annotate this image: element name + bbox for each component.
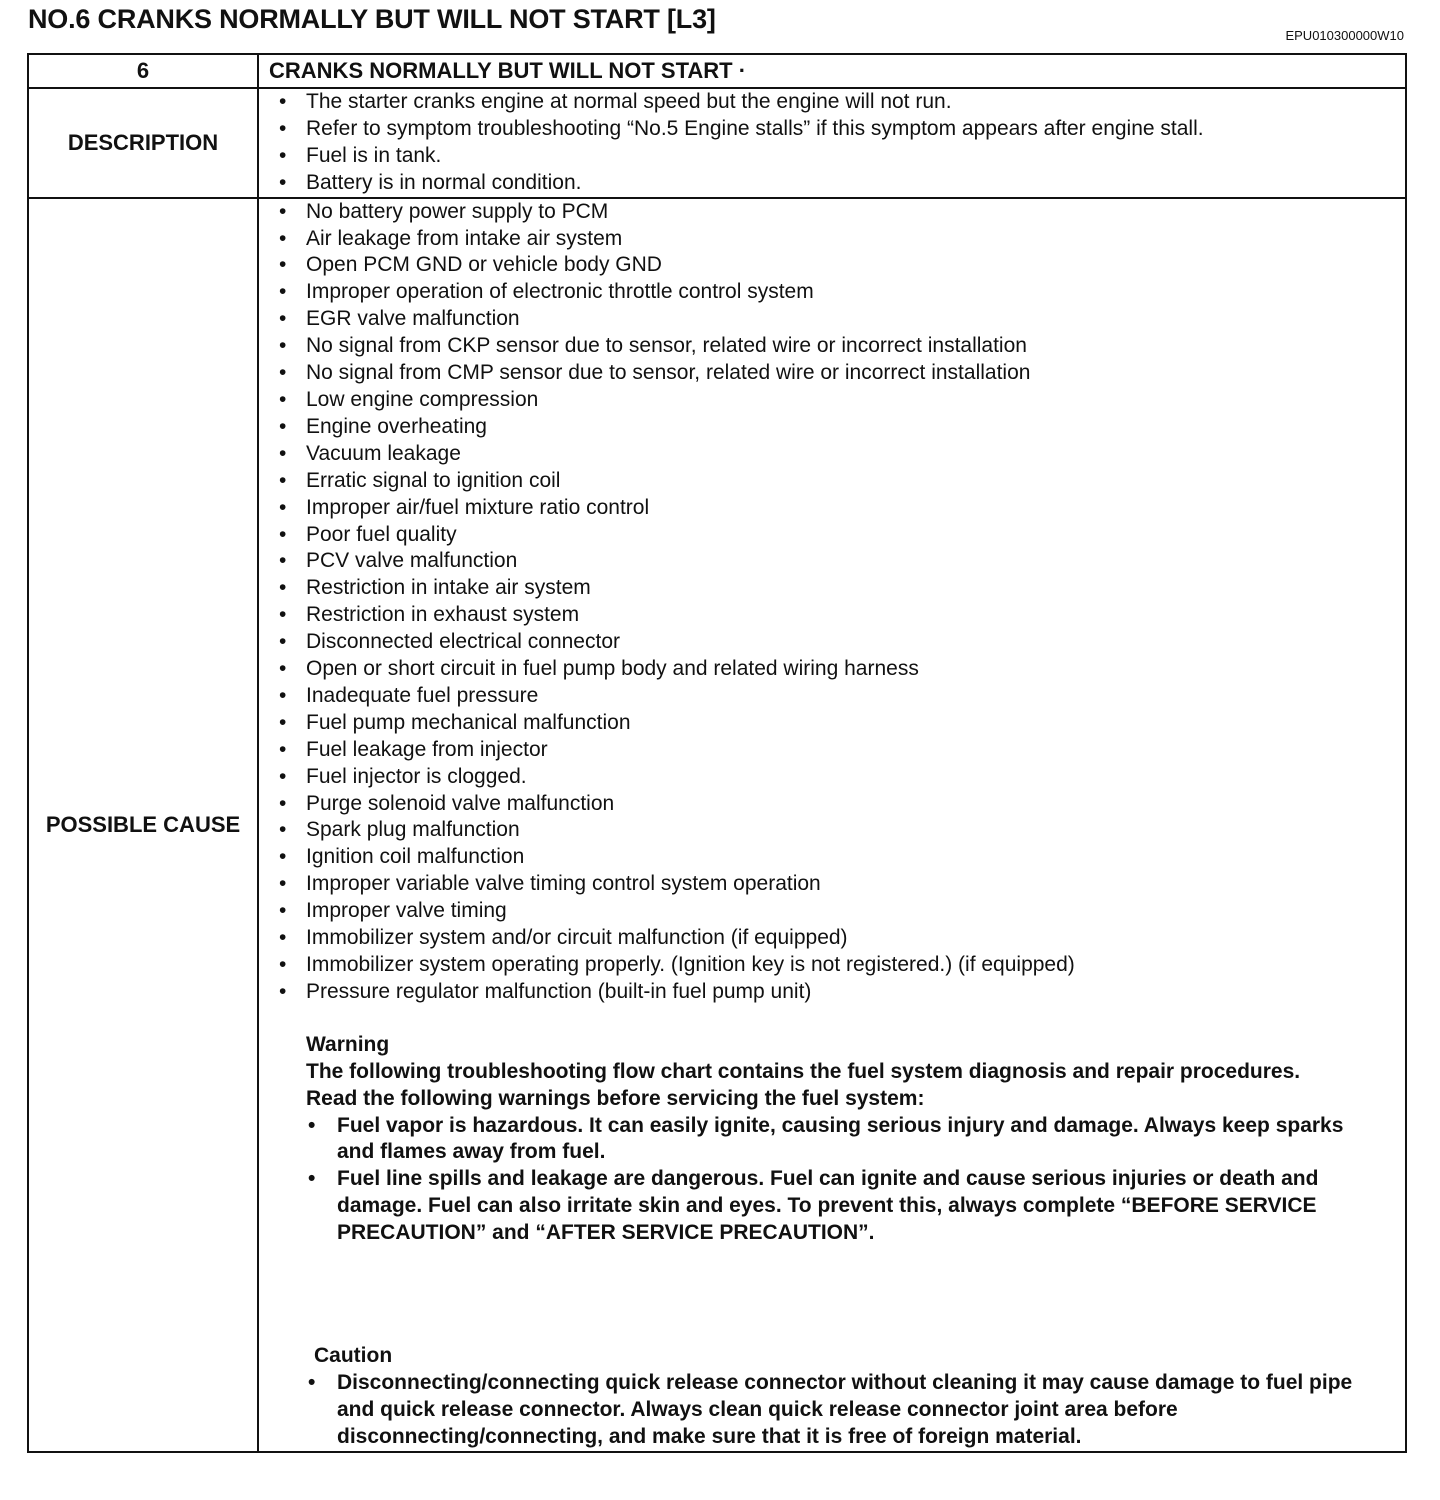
warning-list bbox=[306, 1113, 1405, 1248]
possible-cause-item: • Erratic signal to ignition coil bbox=[273, 468, 1405, 495]
possible-cause-item: • Open PCM GND or vehicle body GND bbox=[273, 252, 1405, 279]
possible-cause-cell bbox=[258, 198, 1406, 1452]
possible-cause-item: • Fuel pump mechanical malfunction bbox=[273, 710, 1405, 737]
possible-cause-item: • Air leakage from intake air system bbox=[273, 226, 1405, 253]
possible-cause-item: • Fuel leakage from injector bbox=[273, 737, 1405, 764]
symptom-title: CRANKS NORMALLY BUT WILL NOT START · bbox=[258, 54, 1406, 88]
possible-cause-item: • Spark plug malfunction bbox=[273, 817, 1405, 844]
description-label: DESCRIPTION bbox=[28, 88, 258, 198]
caution-list bbox=[314, 1370, 1405, 1451]
possible-cause-row bbox=[28, 198, 1406, 1452]
possible-cause-list bbox=[259, 199, 1405, 1006]
possible-cause-item: • Vacuum leakage bbox=[273, 441, 1405, 468]
possible-cause-item: • Immobilizer system operating properly. (Ignition key is not registered.) (if equipped) bbox=[273, 952, 1405, 979]
possible-cause-item: • Restriction in intake air system bbox=[273, 575, 1405, 602]
warning-text: The following troubleshooting flow chart contains the fuel system diagnosis and repair procedures. Read the following warnings before servicing the fuel system: bbox=[306, 1059, 1301, 1110]
possible-cause-item: • Restriction in exhaust system bbox=[273, 602, 1405, 629]
description-item: • Battery is in normal condition. bbox=[273, 170, 1405, 197]
table-header-row bbox=[28, 54, 1406, 88]
document-code: EPU010300000W10 bbox=[1285, 28, 1404, 43]
warning-heading: Warning bbox=[306, 1032, 390, 1056]
possible-cause-label: POSSIBLE CAUSE bbox=[28, 198, 258, 1452]
possible-cause-item: • Improper valve timing bbox=[273, 898, 1405, 925]
warning-item: • Fuel line spills and leakage are dangerous. Fuel can ignite and cause serious injuries or death and damage. Fuel can also irritate skin and eyes. To prevent this, always complete “BEFORE SERVICE PRECAUTION” and “AFTER SERVICE PRECAUTION”. bbox=[306, 1166, 1367, 1247]
possible-cause-item: • EGR valve malfunction bbox=[273, 306, 1405, 333]
description-item: • Refer to symptom troubleshooting “No.5 Engine stalls” if this symptom appears after engine stall. bbox=[273, 116, 1405, 143]
possible-cause-item: • No battery power supply to PCM bbox=[273, 199, 1405, 226]
caution-block bbox=[314, 1343, 1405, 1451]
possible-cause-item: • Ignition coil malfunction bbox=[273, 844, 1405, 871]
description-list bbox=[259, 89, 1405, 197]
possible-cause-item: • Immobilizer system and/or circuit malfunction (if equipped) bbox=[273, 925, 1405, 952]
possible-cause-item: • Open or short circuit in fuel pump body and related wiring harness bbox=[273, 656, 1405, 683]
caution-item: • Disconnecting/connecting quick release connector without cleaning it may cause damage to fuel pipe and quick release connector. Always clean quick release connector joint area before disconnecting/connecting, and make sure that it is free of foreign material. bbox=[306, 1370, 1385, 1451]
possible-cause-item: • Inadequate fuel pressure bbox=[273, 683, 1405, 710]
possible-cause-item: • Improper variable valve timing control system operation bbox=[273, 871, 1405, 898]
troubleshooting-table bbox=[27, 53, 1407, 1453]
symptom-number: 6 bbox=[28, 54, 258, 88]
possible-cause-item: • Low engine compression bbox=[273, 387, 1405, 414]
description-item: • The starter cranks engine at normal speed but the engine will not run. bbox=[273, 89, 1405, 116]
possible-cause-item: • Engine overheating bbox=[273, 414, 1405, 441]
caution-heading: Caution bbox=[314, 1344, 393, 1368]
possible-cause-item: • No signal from CMP sensor due to sensor, related wire or incorrect installation bbox=[273, 360, 1405, 387]
possible-cause-item: • Improper operation of electronic throttle control system bbox=[273, 279, 1405, 306]
possible-cause-item: • Improper air/fuel mixture ratio control bbox=[273, 495, 1405, 522]
page-title: NO.6 CRANKS NORMALLY BUT WILL NOT START [L3] bbox=[28, 4, 716, 34]
description-row bbox=[28, 88, 1406, 198]
possible-cause-item: • Poor fuel quality bbox=[273, 522, 1405, 549]
possible-cause-item: • PCV valve malfunction bbox=[273, 548, 1405, 575]
possible-cause-item: • Purge solenoid valve malfunction bbox=[273, 791, 1405, 818]
possible-cause-item: • Disconnected electrical connector bbox=[273, 629, 1405, 656]
possible-cause-item: • Fuel injector is clogged. bbox=[273, 764, 1405, 791]
warning-block bbox=[306, 1032, 1405, 1247]
possible-cause-item: • No signal from CKP sensor due to sensor, related wire or incorrect installation bbox=[273, 333, 1405, 360]
possible-cause-item: • Pressure regulator malfunction (built-in fuel pump unit) bbox=[273, 979, 1405, 1006]
description-cell bbox=[258, 88, 1406, 198]
warning-item: • Fuel vapor is hazardous. It can easily ignite, causing serious injury and damage. Always keep sparks and flames away from fuel. bbox=[306, 1113, 1367, 1167]
description-item: • Fuel is in tank. bbox=[273, 143, 1405, 170]
